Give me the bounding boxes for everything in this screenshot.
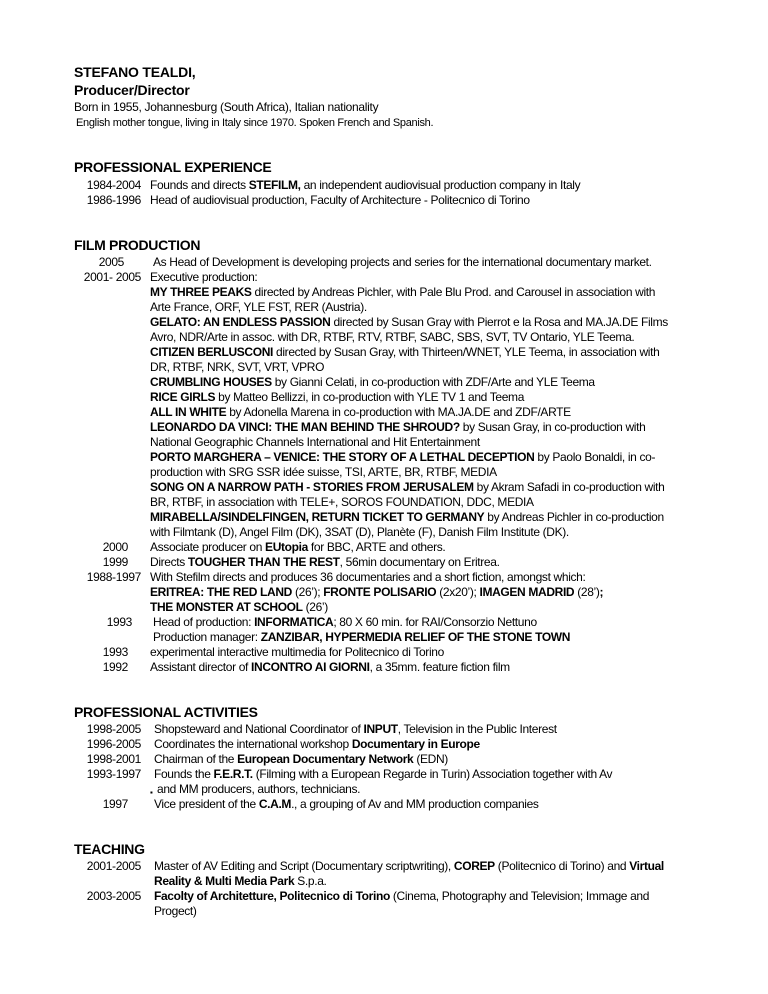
entry-text: Arte France, ORF, YLE FST, RER (Austria). [150,300,367,314]
film-title-entry: GELATO: AN ENDLESS PASSION directed by Susan Gray with Pierrot e la Rosa and MA.JA.DE Films [150,315,668,329]
year: 2001- 2005 [83,270,141,284]
person-role: Producer/Director [74,82,190,98]
year: 1998-2001 [86,752,141,766]
birth-info: Born in 1955, Johannesburg (South Africa), Italian nationality [74,100,379,114]
entry-text: with Filmtank (D), Angel Film (DK), 3SAT (D), Planète (F), Danish Film Institute (DK). [150,525,569,539]
year: 2003-2005 [86,889,141,903]
film-title-entry: MY THREE PEAKS directed by Andreas Pichler, with Pale Blu Prod. and Carousel in association with [150,285,656,299]
entry-text: Associate producer on EUtopia for BBC, ARTE and others. [150,540,446,554]
entry-text: As Head of Development is developing projects and series for the international documentary market. [153,255,652,269]
year: 1993-1997 [86,767,141,781]
section-heading-film-production: FILM PRODUCTION [74,237,201,253]
entry-text: Master of AV Editing and Script (Documentary scriptwriting), COREP (Politecnico di Torino) and Virtual [154,859,664,873]
year: 1992 [102,660,128,674]
entry-text: Head of audiovisual production, Faculty of Architecture - Politecnico di Torino [150,193,530,207]
year: 1986-1996 [86,193,141,207]
entry-text: Chairman of the European Documentary Network (EDN) [154,752,448,766]
entry-text: Directs TOUGHER THAN THE REST, 56min documentary on Eritrea. [150,555,500,569]
year: 1984-2004 [86,178,141,192]
year: 1996-2005 [86,737,141,751]
entry-text: Facolty of Architetture, Politecnico di Torino (Cinema, Photography and Television; Immage and [154,889,650,903]
year: 1993 [102,645,128,659]
film-title-entry: SONG ON A NARROW PATH - STORIES FROM JERUSALEM by Akram Safadi in co-production with [150,480,665,494]
year: 2001-2005 [86,859,141,873]
entry-text: Founds and directs STEFILM, an independent audiovisual production company in Italy [150,178,581,192]
entry-text: production with SRG SSR idée suisse, TSI, ARTE, BR, RTBF, MEDIA [150,465,497,479]
film-title-entry: CITIZEN BERLUSCONI directed by Susan Gray, with Thirteen/WNET, YLE Teema, in association with [150,345,660,359]
film-title-entry: THE MONSTER AT SCHOOL (26’) [150,600,328,614]
year: 1988-1997 [86,570,141,584]
entry-text: and MM producers, authors, technicians. [157,782,361,796]
year: 1997 [102,797,128,811]
entry-text: Executive production: [150,270,258,284]
entry-text: experimental interactive multimedia for Politecnico di Torino [150,645,444,659]
year: 2005 [98,255,124,269]
entry-text: Coordinates the international workshop Documentary in Europe [154,737,480,751]
film-title-entry: ERITREA: THE RED LAND (26’); FRONTE POLISARIO (2x20’); IMAGEN MADRID (28’); [150,585,604,599]
entry-text: BR, RTBF, in association with TELE+, SOROS FOUNDATION, DDC, MEDIA [150,495,534,509]
year: 1999 [102,555,128,569]
entry-text: DR, RTBF, NRK, SVT, VRT, VPRO [150,360,325,374]
section-heading-teaching: TEACHING [74,841,145,857]
entry-text: Head of production: INFORMATICA; 80 X 60 min. for RAI/Consorzio Nettuno [153,615,537,629]
entry-text: Avro, NDR/Arte in assoc. with DR, RTBF, RTV, RTBF, SABC, SBS, SVT, TV Ontario, YLE Teema. [150,330,635,344]
film-title-entry: ALL IN WHITE by Adonella Marena in co-production with MA.JA.DE and ZDF/ARTE [150,405,571,419]
entry-text: Production manager: ZANZIBAR, HYPERMEDIA RELIEF OF THE STONE TOWN [153,630,571,644]
year: 2000 [102,540,128,554]
person-name: STEFANO TEALDI, [74,64,196,80]
section-heading-experience: PROFESSIONAL EXPERIENCE [74,159,272,175]
language-info: English mother tongue, living in Italy since 1970. Spoken French and Spanish. [76,117,434,129]
film-title-entry: LEONARDO DA VINCI: THE MAN BEHIND THE SHROUD? by Susan Gray, in co-production with [150,420,646,434]
film-title-entry: MIRABELLA/SINDELFINGEN, RETURN TICKET TO GERMANY by Andreas Pichler in co-production [150,510,664,524]
film-title-entry: RICE GIRLS by Matteo Bellizzi, in co-production with YLE TV 1 and Teema [150,390,525,404]
entry-text: Founds the F.E.R.T. (Filming with a European Regarde in Turin) Association together with Av [154,767,613,781]
film-title-entry: PORTO MARGHERA – VENICE: THE STORY OF A LETHAL DECEPTION by Paolo Bonaldi, in co- [150,450,656,464]
film-title-entry: CRUMBLING HOUSES by Gianni Celati, in co-production with ZDF/Arte and YLE Teema [150,375,595,389]
entry-text: Shopsteward and National Coordinator of INPUT, Television in the Public Interest [154,722,557,736]
entry-text: Reality & Multi Media Park S.p.a. [154,874,327,888]
entry-text: Progect) [154,904,197,918]
entry-text: Vice president of the C.A.M., a grouping of Av and MM production companies [154,797,539,811]
entry-text: Assistant director of INCONTRO AI GIORNI, a 35mm. feature fiction film [150,660,510,674]
entry-text: National Geographic Channels International and Hit Entertainment [150,435,480,449]
entry-text: With Stefilm directs and produces 36 documentaries and a short fiction, amongst which: [150,570,586,584]
year: 1993 [106,615,132,629]
bullet-mark: ▪ [150,788,153,797]
section-heading-activities: PROFESSIONAL ACTIVITIES [74,704,258,720]
year: 1998-2005 [86,722,141,736]
